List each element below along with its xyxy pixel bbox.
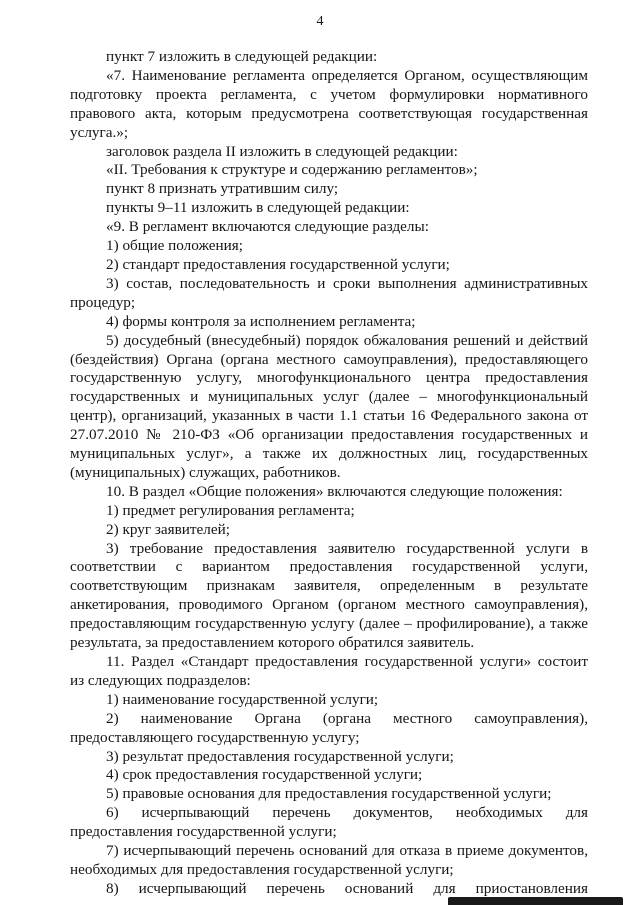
paragraph: «II. Требования к структуре и содержанию регламентов»; — [106, 161, 478, 179]
paragraph: 4) срок предоставления государственной услуги; — [106, 766, 423, 784]
paragraph: 5) досудебный (внесудебный) порядок обжалования решений и действий (бездействия) Органа (органа местного самоуправления), предоставляющего государственную услугу, многофункционального центра предоставления государственных и муниципальных услуг (далее – многофункциональный центр), организаций, указанных в части 1.1 статьи 16 Федерального закона от 27.07.2010 № 210-ФЗ «Об организации предоставления государственных и муниципальных услуг», а также их должностных лиц, государственных (муниципальных) служащих, работников. — [70, 331, 588, 481]
paragraph: «7. Наименование регламента определяется Органом, осуществляющим подготовку проекта регламента, с учетом формулировки нормативного правового акта, которым предусмотрена соответствующая государственная услуга.»; — [70, 66, 588, 141]
paragraph: 11. Раздел «Стандарт предоставления государственной услуги» состоит из следующих подразделов: — [70, 653, 588, 689]
paragraph: пункт 8 признать утратившим силу; — [106, 180, 339, 198]
paragraph: 8) исчерпывающий перечень оснований для приостановления — [106, 879, 588, 897]
paragraph: 7) исчерпывающий перечень оснований для отказа в приеме документов, необходимых для предоставления государственной услуги; — [70, 842, 588, 878]
paragraph: 1) предмет регулирования регламента; — [106, 501, 355, 519]
paragraph: 3) требование предоставления заявителю государственной услуги в соответствии с вариантом предоставления государственной услуги, соответствующим признакам заявителя, определенным в результате анкетирования, проводимого Органом (органом местного самоуправления), предоставляющим государственную услугу (далее – профилирование), а также результата, за предоставлением которого обратился заявитель. — [70, 539, 588, 652]
paragraph: 10. В раздел «Общие положения» включаются следующие положения: — [106, 482, 563, 500]
paragraph: пункт 7 изложить в следующей редакции: — [106, 48, 378, 65]
paragraph: 4) формы контроля за исполнением регламента; — [106, 312, 416, 330]
paragraph: 3) результат предоставления государственной услуги; — [106, 747, 454, 765]
paragraph: 2) наименование Органа (органа местного самоуправления), предоставляющего государственную услугу; — [70, 709, 588, 746]
paragraph: заголовок раздела II изложить в следующей редакции: — [106, 142, 458, 160]
document-body — [70, 48, 588, 899]
paragraph: 1) наименование государственной услуги; — [106, 690, 379, 708]
paragraph: пункты 9–11 изложить в следующей редакции: — [106, 199, 410, 217]
paragraph: 5) правовые основания для предоставления государственной услуги; — [106, 785, 552, 803]
page-number: 4 — [316, 14, 324, 29]
scan-edge-mark — [448, 897, 623, 905]
paragraph: 3) состав, последовательность и сроки выполнения административных процедур; — [70, 274, 588, 311]
paragraph: 6) исчерпывающий перечень документов, необходимых для предоставления государственной услуги; — [70, 804, 588, 841]
paragraph: 2) круг заявителей; — [106, 520, 230, 538]
paragraph: «9. В регламент включаются следующие разделы: — [106, 218, 429, 236]
paragraph: 1) общие положения; — [106, 237, 243, 255]
paragraph: 2) стандарт предоставления государственной услуги; — [106, 255, 450, 273]
